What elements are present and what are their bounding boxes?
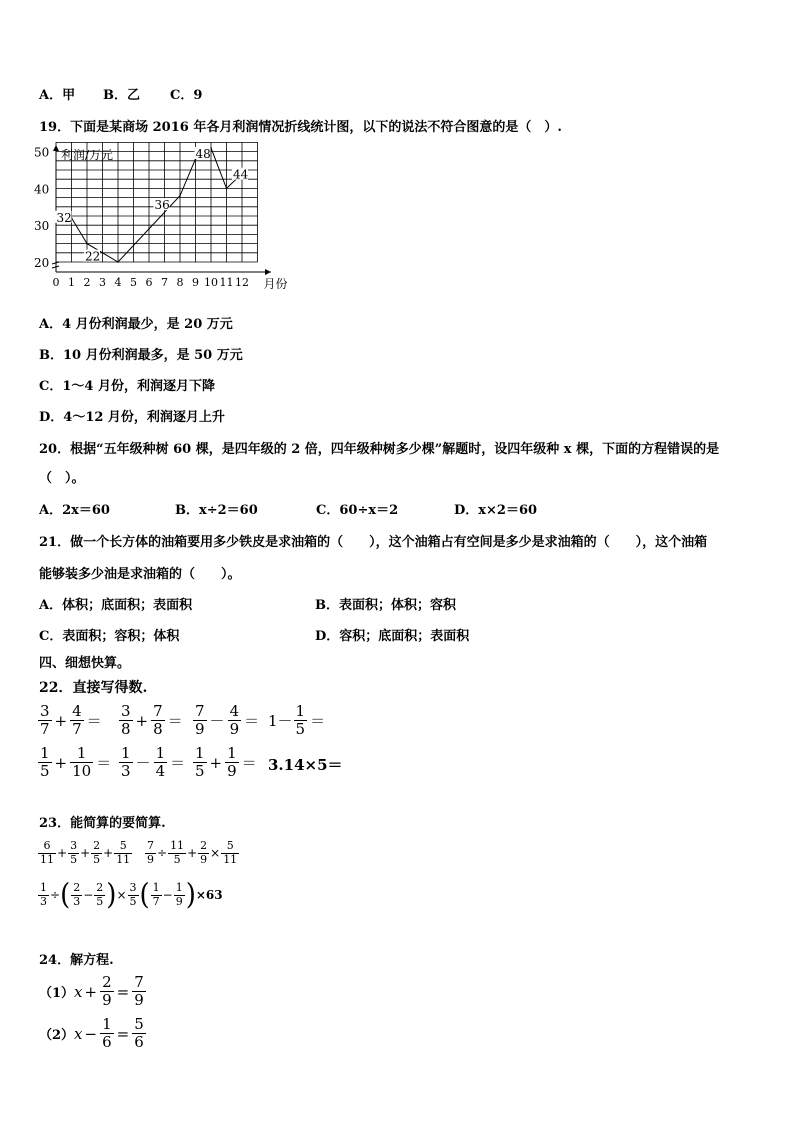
q22-expr-7: $\frac{1}{5}$ + $\frac{1}{9}$ ＝ — [195, 744, 257, 781]
q22-expr-1: $\frac{3}{7}$ + $\frac{4}{7}$ ＝ — [40, 702, 102, 739]
x-axis-label: 月份 — [263, 277, 288, 291]
q21-option-d: D．容积；底面积；表面积 — [315, 629, 470, 644]
data-label: 32 — [56, 210, 72, 225]
x-tick-label: 3 — [99, 276, 106, 289]
question-23-title: 23．能简算的要简算. — [39, 816, 166, 831]
q19-option-c: C．1～4 月份，利润逐月下降 — [39, 379, 215, 394]
option-b: B．乙 — [103, 88, 140, 103]
q20-option-d: D．x×2＝60 — [454, 503, 538, 518]
x-tick-label: 6 — [145, 276, 153, 289]
q23-expr-1: $\frac{6}{11}$ + $\frac{3}{5}$ + $\frac{2}{5}$ + $\frac{5}{11}$ — [40, 839, 131, 866]
data-point — [179, 195, 181, 197]
data-point — [148, 228, 150, 230]
data-point — [117, 261, 119, 263]
q20-option-a: A．2x＝60 — [39, 503, 110, 518]
question-22-title: 22．直接写得数. — [39, 680, 148, 696]
q22-expr-6: $\frac{1}{3}$ － $\frac{1}{4}$ ＝ — [121, 744, 186, 781]
y-tick-label: 40 — [34, 182, 50, 197]
q22-expr-4: 1－ $\frac{1}{5}$ ＝ — [268, 702, 326, 739]
question-20-stem: 20．根据“五年级种树 60 棵，是四年级的 2 倍，四年级种树多少棵”解题时，设四年级种 x 棵，下面的方程错误的是 — [39, 442, 720, 457]
q24-equation-2: （2） x − $\frac{1}{6}$ = $\frac{5}{6}$ — [39, 1015, 144, 1052]
q20-option-b: B．x÷2＝60 — [175, 503, 258, 518]
x-tick-label: 0 — [52, 276, 60, 289]
q19-option-a: A．4 月份利润最少，是 20 万元 — [39, 317, 233, 332]
section-heading: 四、细想快算。 — [39, 656, 131, 671]
q22-expr-8: 3.14×5＝ — [268, 756, 343, 774]
question-19-stem: 19．下面是某商场 2016 年各月利润情况折线统计图，以下的说法不符合图意的是（ ）. — [39, 120, 562, 135]
x-tick-label: 5 — [130, 276, 137, 289]
x-tick-label: 12 — [235, 276, 249, 289]
q23-expr-3: $\frac{1}{3}$ ÷ ( $\frac{2}{3}$ − $\frac{2}{5}$ ) × $\frac{3}{5}$ ( $\frac{1}{7}$ − $\frac{1}{9}$ ) ×63 — [40, 878, 223, 912]
q20-option-c: C．60÷x＝2 — [316, 503, 399, 518]
y-axis-arrow — [53, 145, 59, 151]
data-point — [86, 243, 88, 245]
question-20-stem-cont: （ ）。 — [39, 471, 85, 486]
q19-option-d: D．4～12 月份，利润逐月上升 — [39, 410, 225, 425]
q21-option-c: C．表面积；容积；体积 — [39, 629, 180, 644]
y-tick-label: 30 — [34, 219, 50, 234]
x-tick-label: 1 — [68, 276, 75, 289]
q22-expr-2: $\frac{3}{8}$ + $\frac{7}{8}$ ＝ — [121, 702, 183, 739]
x-tick-label: 2 — [83, 276, 91, 289]
data-label: 48 — [195, 146, 211, 161]
option-a: A．甲 — [39, 88, 76, 103]
x-tick-label: 9 — [192, 276, 199, 289]
q24-equation-1: （1） x + $\frac{2}{9}$ = $\frac{7}{9}$ — [39, 973, 144, 1010]
q21-option-b: B．表面积；体积；容积 — [315, 598, 456, 613]
x-tick-label: 11 — [219, 276, 234, 289]
q23-expr-2: $\frac{7}{9}$ ÷ $\frac{11}{5}$ + $\frac{2}{9}$ × $\frac{5}{11}$ — [147, 839, 238, 866]
question-21-stem: 21．做一个长方体的油箱要用多少铁皮是求油箱的（ ），这个油箱占有空间是多少是求油箱的（ ），这个油箱 — [39, 535, 708, 550]
data-label: 36 — [154, 198, 170, 213]
option-c: C．9 — [170, 88, 203, 103]
q22-expr-5: $\frac{1}{5}$ + $\frac{1}{10}$ ＝ — [40, 744, 112, 781]
q19-option-b: B．10 月份利润最多，是 50 万元 — [39, 348, 243, 363]
y-axis-label: 利润/万元 — [61, 148, 114, 162]
data-label: 44 — [233, 167, 249, 182]
question-24-title: 24．解方程. — [39, 953, 114, 968]
data-label: 22 — [85, 249, 101, 264]
y-tick-label: 20 — [34, 256, 50, 270]
q22-expr-3: $\frac{7}{9}$ － $\frac{4}{9}$ ＝ — [195, 702, 260, 739]
x-axis-arrow — [265, 269, 271, 275]
x-tick-label: 10 — [204, 276, 218, 289]
x-tick-label: 7 — [161, 276, 168, 289]
x-tick-label: 4 — [114, 276, 122, 289]
question-21-stem-cont: 能够装多少油是求油箱的（ ）。 — [39, 567, 241, 582]
y-tick-label: 50 — [34, 145, 50, 160]
x-tick-label: 8 — [176, 276, 184, 289]
data-point — [226, 188, 228, 190]
q21-option-a: A．体积；底面积；表面积 — [39, 598, 193, 613]
profit-line-chart — [32, 142, 294, 297]
